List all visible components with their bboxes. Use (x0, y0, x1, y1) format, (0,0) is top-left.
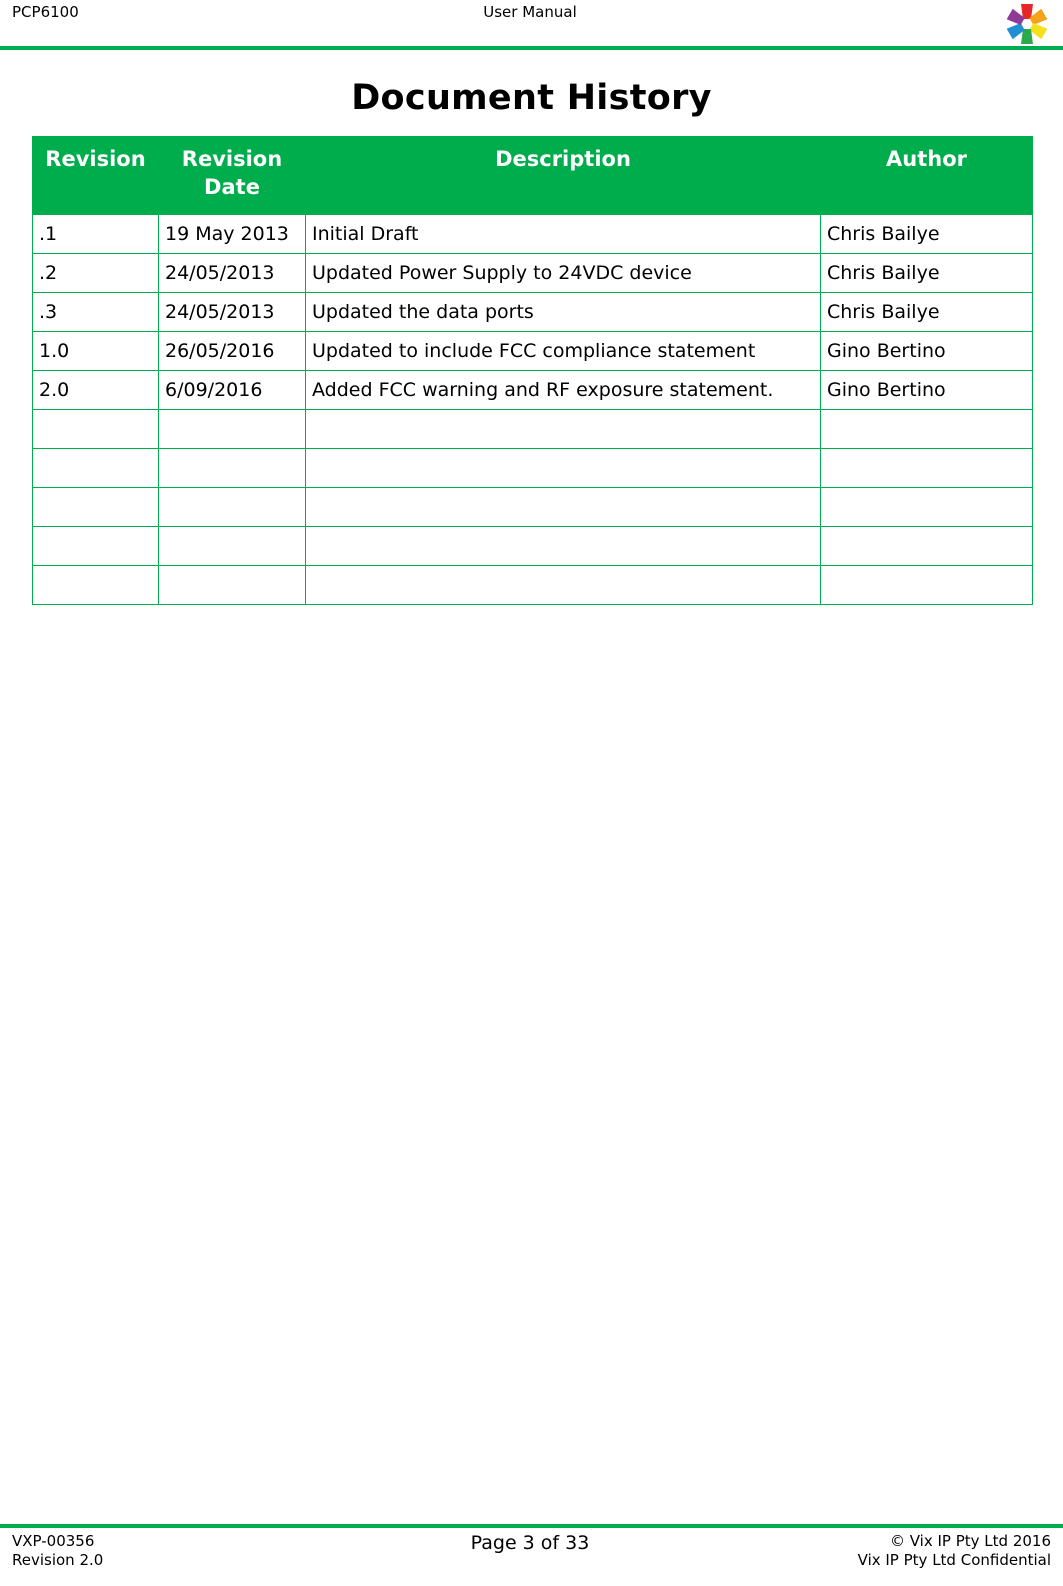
table-cell (33, 449, 159, 488)
column-header: Revision Date (159, 137, 306, 215)
table-cell: 6/09/2016 (159, 371, 306, 410)
header-document-name: PCP6100 (12, 3, 79, 21)
table-cell: Updated the data ports (306, 293, 821, 332)
page-title: Document History (351, 78, 712, 118)
table-cell: 2.0 (33, 371, 159, 410)
footer-doc-number: VXP-00356 (12, 1532, 95, 1550)
table-cell: Initial Draft (306, 215, 821, 254)
footer-revision: Revision 2.0 (12, 1551, 104, 1569)
table-cell: 24/05/2013 (159, 254, 306, 293)
table-cell (821, 488, 1033, 527)
footer-divider (0, 1524, 1063, 1528)
table-cell: 19 May 2013 (159, 215, 306, 254)
table-cell: .3 (33, 293, 159, 332)
table-cell: Chris Bailye (821, 293, 1033, 332)
table-cell (33, 488, 159, 527)
column-header: Description (306, 137, 821, 215)
table-cell (821, 449, 1033, 488)
table-cell: 24/05/2013 (159, 293, 306, 332)
table-cell (33, 566, 159, 605)
header-document-type: User Manual (483, 3, 577, 21)
table-cell (159, 488, 306, 527)
table-row (33, 371, 1033, 410)
vix-logo-icon (1002, 0, 1052, 48)
table-cell (159, 566, 306, 605)
column-header: Author (821, 137, 1033, 215)
table-cell (306, 488, 821, 527)
table-cell (821, 527, 1033, 566)
table-cell: 26/05/2016 (159, 332, 306, 371)
table-cell: Gino Bertino (821, 371, 1033, 410)
table-cell: Gino Bertino (821, 332, 1033, 371)
table-cell (306, 566, 821, 605)
footer-page-number: Page 3 of 33 (470, 1532, 590, 1554)
table-row (33, 215, 1033, 254)
footer-left (12, 1532, 103, 1570)
table-cell (159, 527, 306, 566)
header-divider (0, 46, 1063, 50)
table-row (33, 566, 1033, 605)
table-cell: Updated Power Supply to 24VDC device (306, 254, 821, 293)
table-row (33, 527, 1033, 566)
table-cell (159, 449, 306, 488)
table-cell: Updated to include FCC compliance statement (306, 332, 821, 371)
table-row (33, 254, 1033, 293)
footer-confidential: Vix IP Pty Ltd Confidential (857, 1551, 1051, 1569)
table-row (33, 293, 1033, 332)
footer-copyright: © Vix IP Pty Ltd 2016 (889, 1532, 1051, 1550)
table-cell: Chris Bailye (821, 254, 1033, 293)
table-cell: .1 (33, 215, 159, 254)
table-row (33, 488, 1033, 527)
table-cell: Chris Bailye (821, 215, 1033, 254)
table-cell (306, 449, 821, 488)
table-row (33, 449, 1033, 488)
table-cell (33, 527, 159, 566)
table-cell (306, 527, 821, 566)
table-cell (821, 566, 1033, 605)
table-cell (33, 410, 159, 449)
table-cell (159, 410, 306, 449)
table-header-row (33, 137, 1033, 215)
table-cell (821, 410, 1033, 449)
table-cell (306, 410, 821, 449)
footer-right (858, 1532, 1051, 1570)
table-row (33, 410, 1033, 449)
table-cell: Added FCC warning and RF exposure statement. (306, 371, 821, 410)
table-cell: .2 (33, 254, 159, 293)
table-cell: 1.0 (33, 332, 159, 371)
document-history-table (32, 136, 1033, 605)
table-row (33, 332, 1033, 371)
column-header: Revision (33, 137, 159, 215)
